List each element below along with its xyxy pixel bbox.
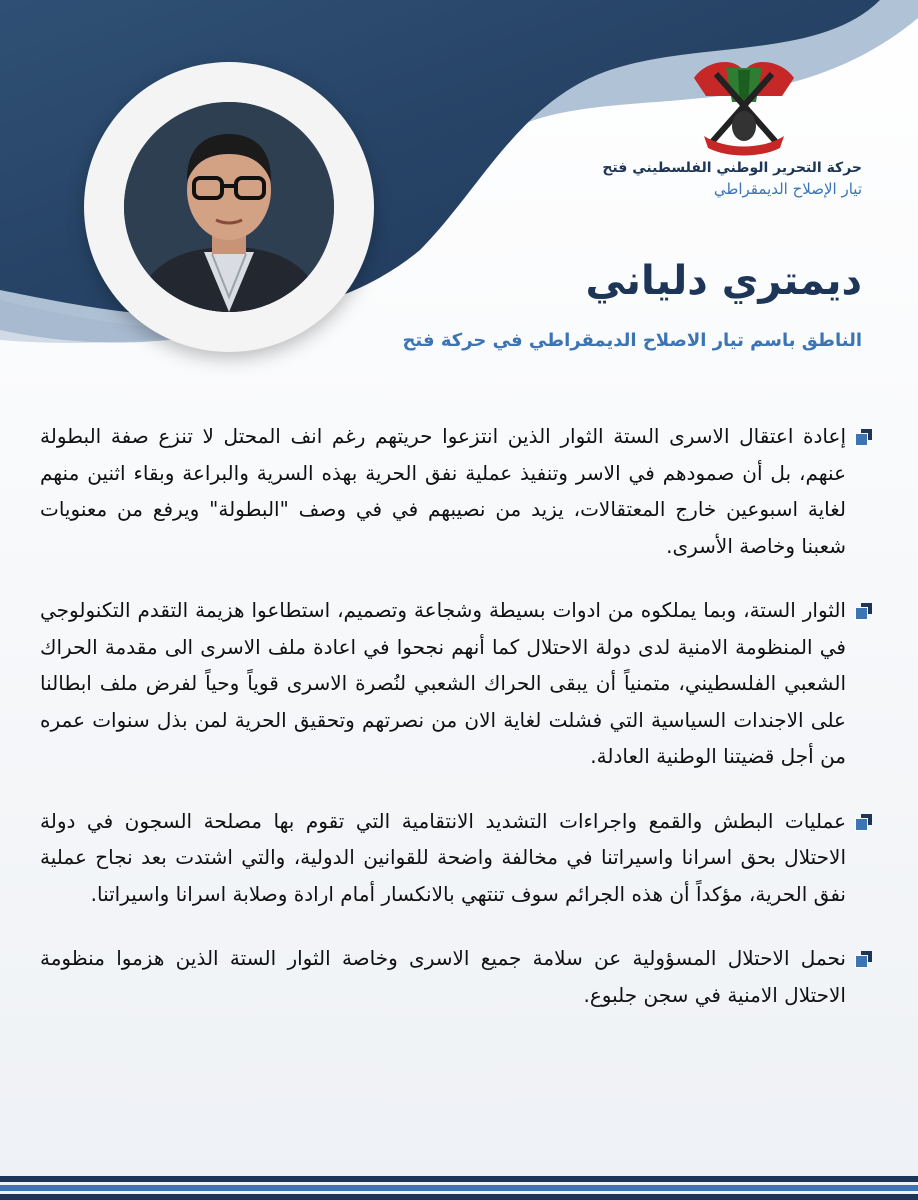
statements-list <box>40 418 872 1041</box>
organization-subtitle: تيار الإصلاح الديمقراطي <box>713 180 862 198</box>
square-bullet-icon <box>856 814 872 830</box>
footer-stripes <box>0 1176 918 1200</box>
speaker-portrait-icon <box>124 102 334 312</box>
square-bullet-icon <box>856 429 872 445</box>
portrait-frame <box>84 62 374 352</box>
fatah-emblem-icon <box>686 50 802 158</box>
statement-item <box>40 803 872 913</box>
statement-text: عمليات البطش والقمع واجراءات التشديد الانتقامية التي تقوم بها مصلحة السجون في دولة الاحتلال بحق اسرانا واسيراتنا في مخالفة واضحة للقوانين الدولية، والتي اشتدت بعد نجاح عملية نفق الحرية، مؤكداً أن هذه الجرائم سوف تنتهي بالانكسار أمام ارادة وصلابة اسرانا واسيراتنا. <box>40 808 846 906</box>
statement-text: إعادة اعتقال الاسرى الستة الثوار الذين انتزعوا حريتهم رغم انف المحتل لا تنزع صفة البطولة عنهم، بل أن صمودهم في الاسر وتنفيذ عملية نفق الحرية بهذه السرية والبراعة وبقاء اثنين منهم لغاية اسبوعين خارج المعتقالات، يزيد من نصيبهم في في وصف "البطولة" ويرفع من معنويات شعبنا وخاصة الأسرى. <box>40 424 846 558</box>
statement-text: الثوار الستة، وبما يملكوه من ادوات بسيطة وشجاعة وتصميم، استطاعوا هزيمة التقدم التكنولوجي في المنظومة الامنية لدى دولة الاحتلال كما أنهم نجحوا في اعادة ملف الاسرى الى مقدمة الحراك الشعبي الفلسطيني، متمنياً أن يبقى الحراك الشعبي لنُصرة الاسرى قوياً وحياً لفرض ملف ابطالنا على الاجندات السياسية التي فشلت لغاية الان من نصرتهم وتحقيق الحرية لمن بذل سنوات عمره من أجل قضيتنا الوطنية العادلة. <box>40 598 846 768</box>
square-bullet-icon <box>856 951 872 967</box>
statement-text: نحمل الاحتلال المسؤولية عن سلامة جميع الاسرى وخاصة الثوار الستة الذين هزموا منظومة الاحتلال الامنية في سجن جلبوع. <box>40 946 846 1007</box>
organization-name: حركة التحرير الوطني الفلسطيني فتح <box>602 160 862 176</box>
statement-item <box>40 418 872 564</box>
speaker-portrait <box>124 102 334 312</box>
square-bullet-icon <box>856 603 872 619</box>
speaker-name: ديمتري دلياني <box>585 258 862 304</box>
statement-item <box>40 940 872 1013</box>
statement-item <box>40 592 872 775</box>
speaker-title: الناطق باسم تيار الاصلاح الديمقراطي في حركة فتح <box>402 330 862 351</box>
